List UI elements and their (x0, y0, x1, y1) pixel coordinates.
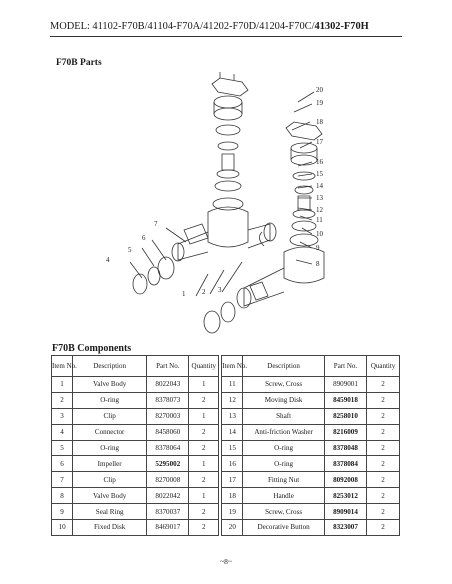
cell-part_no: 8458060 (147, 424, 189, 440)
cell-qty: 2 (189, 440, 219, 456)
cell-description: Screw, Cross (243, 504, 324, 520)
cell-part_no: 8022043 (147, 377, 189, 393)
cell-item: 2 (52, 392, 73, 408)
diagram-drawing (130, 72, 324, 333)
connector-4 (133, 274, 147, 294)
header-item: Item No. (222, 356, 243, 377)
cell-part_no: 8253012 (324, 488, 366, 504)
cell-part_no: 8270003 (147, 408, 189, 424)
header-description: Description (73, 356, 147, 377)
callout-1: 1 (182, 290, 186, 298)
cell-part_no: 8378064 (147, 440, 189, 456)
shaft-left (222, 154, 234, 170)
callout-7: 7 (154, 220, 158, 228)
cell-item: 15 (222, 440, 243, 456)
cell-part_no: 8092008 (324, 472, 366, 488)
callout-17: 17 (316, 138, 323, 146)
heading-rule (50, 36, 402, 37)
table-row (52, 504, 400, 520)
model-heading (50, 21, 410, 32)
moving-disk-left (215, 181, 241, 191)
header-description: Description (243, 356, 324, 377)
callout-6: 6 (142, 234, 146, 242)
header-part-no: Part No. (147, 356, 189, 377)
cell-item: 5 (52, 440, 73, 456)
cell-item: 19 (222, 504, 243, 520)
cell-description: Impeller (73, 456, 147, 472)
cell-qty: 2 (189, 392, 219, 408)
cell-item: 7 (52, 472, 73, 488)
components-section-title: F70B Components (52, 343, 132, 354)
table-header-row (52, 356, 400, 377)
clip-left (184, 224, 208, 244)
cell-item: 16 (222, 456, 243, 472)
cell-part_no: 8469017 (147, 520, 189, 536)
callout-10: 10 (316, 230, 323, 238)
callout-15: 15 (316, 170, 323, 178)
table-body (52, 377, 400, 536)
table-row (52, 440, 400, 456)
callout-20: 20 (316, 86, 323, 94)
cell-item: 10 (52, 520, 73, 536)
cell-part_no: 8270008 (147, 472, 189, 488)
cell-qty: 1 (189, 377, 219, 393)
header-item: Item No. (52, 356, 73, 377)
cell-part_no: 8378073 (147, 392, 189, 408)
parts-section-title: F70B Parts (56, 58, 102, 68)
cell-item: 1 (52, 377, 73, 393)
callout-4: 4 (106, 256, 110, 264)
cell-qty: 1 (189, 456, 219, 472)
cell-description: Decorative Button (243, 520, 324, 536)
oring-left-a (216, 125, 240, 135)
oring-5 (148, 267, 160, 285)
header-part-no: Part No. (324, 356, 366, 377)
cell-part_no: 8258010 (324, 408, 366, 424)
cell-description: Clip (73, 408, 147, 424)
cell-description: Clip (73, 472, 147, 488)
cell-qty: 2 (367, 488, 400, 504)
cell-description: Anti-friction Washer (243, 424, 324, 440)
cell-item: 11 (222, 377, 243, 393)
impeller (158, 257, 174, 279)
cell-item: 17 (222, 472, 243, 488)
model-highlight: 41302-F70H (314, 21, 369, 32)
table-row (52, 408, 400, 424)
cell-description: Valve Body (73, 377, 147, 393)
cell-part_no: 8378084 (324, 456, 366, 472)
cell-item: 3 (52, 408, 73, 424)
cell-description: O-ring (73, 392, 147, 408)
cell-part_no: 8323007 (324, 520, 366, 536)
fitting-nut-left (214, 96, 242, 108)
exploded-parts-diagram (100, 62, 360, 352)
cell-qty: 2 (367, 377, 400, 393)
table-row (52, 456, 400, 472)
cell-part_no: 8459018 (324, 392, 366, 408)
cell-qty: 1 (189, 488, 219, 504)
table-row (52, 488, 400, 504)
callout-12: 12 (316, 206, 323, 214)
handle-top-left (212, 78, 248, 96)
cell-description: Shaft (243, 408, 324, 424)
table-row (52, 377, 400, 393)
callout-19: 19 (316, 99, 323, 107)
page-number: ~8~ (220, 557, 232, 566)
cell-description: Handle (243, 488, 324, 504)
cell-description: Valve Body (73, 488, 147, 504)
cell-description: Screw, Cross (243, 377, 324, 393)
callout-5: 5 (128, 246, 132, 254)
cell-item: 8 (52, 488, 73, 504)
cell-qty: 2 (189, 424, 219, 440)
cell-qty: 2 (189, 472, 219, 488)
header-quantity: Quantity (189, 356, 219, 377)
table-row (52, 472, 400, 488)
callout-8: 8 (316, 260, 320, 268)
table-row (52, 520, 400, 536)
cell-item: 13 (222, 408, 243, 424)
cell-qty: 2 (367, 408, 400, 424)
cell-qty: 2 (367, 424, 400, 440)
table-row (52, 392, 400, 408)
cell-part_no: 8370037 (147, 504, 189, 520)
cell-description: O-ring (73, 440, 147, 456)
cell-qty: 2 (367, 440, 400, 456)
header-quantity: Quantity (367, 356, 400, 377)
cell-description: Connector (73, 424, 147, 440)
cell-item: 12 (222, 392, 243, 408)
cell-qty: 2 (367, 520, 400, 536)
cell-qty: 2 (189, 520, 219, 536)
table-row (52, 424, 400, 440)
cell-description: Fitting Nut (243, 472, 324, 488)
callout-2: 2 (202, 288, 206, 296)
cell-part_no: 8909014 (324, 504, 366, 520)
cell-description: Seal Ring (73, 504, 147, 520)
cell-description: Fixed Disk (73, 520, 147, 536)
cell-description: Moving Disk (243, 392, 324, 408)
oring-left-b (218, 142, 238, 150)
components-table (51, 355, 400, 536)
cell-qty: 2 (367, 456, 400, 472)
cell-qty: 2 (367, 472, 400, 488)
callout-11: 11 (316, 216, 323, 224)
cell-part_no: 8022042 (147, 488, 189, 504)
callout-16: 16 (316, 158, 323, 166)
callout-13: 13 (316, 194, 323, 202)
callout-3: 3 (218, 286, 222, 294)
model-prefix: MODEL: 41102-F70B/41104-F70A/41202-F70D/41204-F70C/ (50, 21, 315, 32)
cell-part_no: 8378048 (324, 440, 366, 456)
cell-item: 18 (222, 488, 243, 504)
cell-part_no: 8216009 (324, 424, 366, 440)
cell-part_no: 5295002 (147, 456, 189, 472)
cell-item: 9 (52, 504, 73, 520)
cell-qty: 2 (367, 392, 400, 408)
cell-description: O-ring (243, 440, 324, 456)
cell-description: O-ring (243, 456, 324, 472)
cell-item: 20 (222, 520, 243, 536)
cell-part_no: 8909001 (324, 377, 366, 393)
cell-item: 4 (52, 424, 73, 440)
cell-item: 6 (52, 456, 73, 472)
cell-qty: 2 (189, 504, 219, 520)
callout-18: 18 (316, 118, 323, 126)
valve-body-left (208, 207, 248, 247)
callout-14: 14 (316, 182, 323, 190)
cell-qty: 1 (189, 408, 219, 424)
cell-item: 14 (222, 424, 243, 440)
callout-9: 9 (316, 244, 320, 252)
cell-qty: 2 (367, 504, 400, 520)
